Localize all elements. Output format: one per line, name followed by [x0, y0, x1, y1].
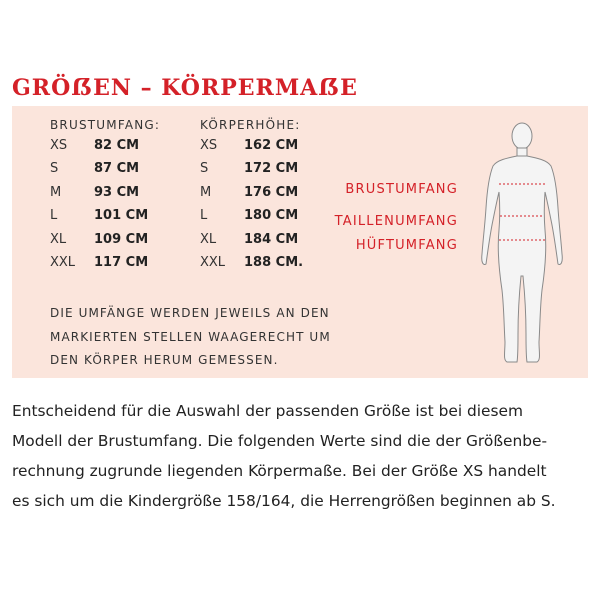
height-header: KÖRPERHÖHE:: [200, 118, 301, 132]
size-value: 180 CM: [244, 208, 299, 224]
size-panel: [12, 106, 588, 378]
table-row: [50, 185, 160, 208]
size-value: 101 CM: [94, 208, 149, 224]
chest-header: BRUSTUMFANG:: [50, 118, 161, 132]
size-label: M: [200, 184, 212, 200]
paragraph-line: Modell der Brustumfang. Die folgenden Werte sind die der Größenbe-: [12, 432, 548, 450]
size-value: 93 CM: [94, 184, 140, 200]
size-label: L: [200, 208, 208, 224]
size-value: 109 CM: [94, 231, 149, 247]
human-body-silhouette-icon: [467, 120, 577, 370]
size-label: XXL: [50, 254, 76, 270]
table-row: [200, 232, 303, 255]
chest-label: BRUSTUMFANG: [345, 182, 458, 197]
measurement-note: [50, 302, 331, 373]
table-row: [200, 208, 303, 231]
size-label: S: [200, 161, 209, 177]
note-line: MARKIERTEN STELLEN WAAGERECHT UM: [50, 329, 331, 344]
size-label: XS: [50, 138, 68, 153]
description-paragraph: [12, 396, 592, 516]
size-label: S: [50, 161, 59, 177]
table-row: [200, 255, 303, 278]
waist-label: TAILLENUMFANG: [334, 214, 458, 229]
size-label: L: [50, 208, 58, 224]
paragraph-line: Entscheidend für die Auswahl der passenden Größe ist bei diesem: [12, 402, 524, 420]
table-row: [50, 161, 160, 184]
size-value: 87 CM: [94, 161, 140, 177]
size-label: XS: [200, 138, 218, 153]
hip-label: HÜFTUMFANG: [355, 238, 458, 253]
size-value: 184 CM: [244, 231, 299, 247]
table-row: [50, 255, 160, 278]
table-row: [200, 161, 303, 184]
paragraph-line: es sich um die Kindergröße 158/164, die Herrengrößen beginnen ab S.: [12, 492, 556, 510]
height-column: [200, 118, 303, 278]
size-value: 117 CM: [94, 254, 149, 270]
size-value: 172 CM: [244, 161, 299, 177]
size-label: M: [50, 184, 62, 200]
size-value: 162 CM: [244, 138, 299, 153]
size-value: 82 CM: [94, 138, 140, 153]
paragraph-line: rechnung zugrunde liegenden Körpermaße. Bei der Größe XS handelt: [12, 462, 547, 480]
size-label: XXL: [200, 254, 226, 270]
note-line: DIE UMFÄNGE WERDEN JEWEILS AN DEN: [50, 306, 330, 320]
size-value: 176 CM: [244, 184, 299, 200]
table-row: [50, 138, 160, 161]
size-label: XL: [50, 231, 67, 247]
note-line: DEN KÖRPER HERUM GEMESSEN.: [50, 353, 279, 367]
table-row: [200, 138, 303, 161]
size-value: 188 CM.: [244, 254, 304, 270]
page-title: GRÖẞEN – KÖRPERMAẞE: [12, 75, 358, 101]
size-label: XL: [200, 231, 217, 247]
table-row: [50, 232, 160, 255]
table-row: [200, 185, 303, 208]
table-row: [50, 208, 160, 231]
chest-column: [50, 118, 160, 278]
